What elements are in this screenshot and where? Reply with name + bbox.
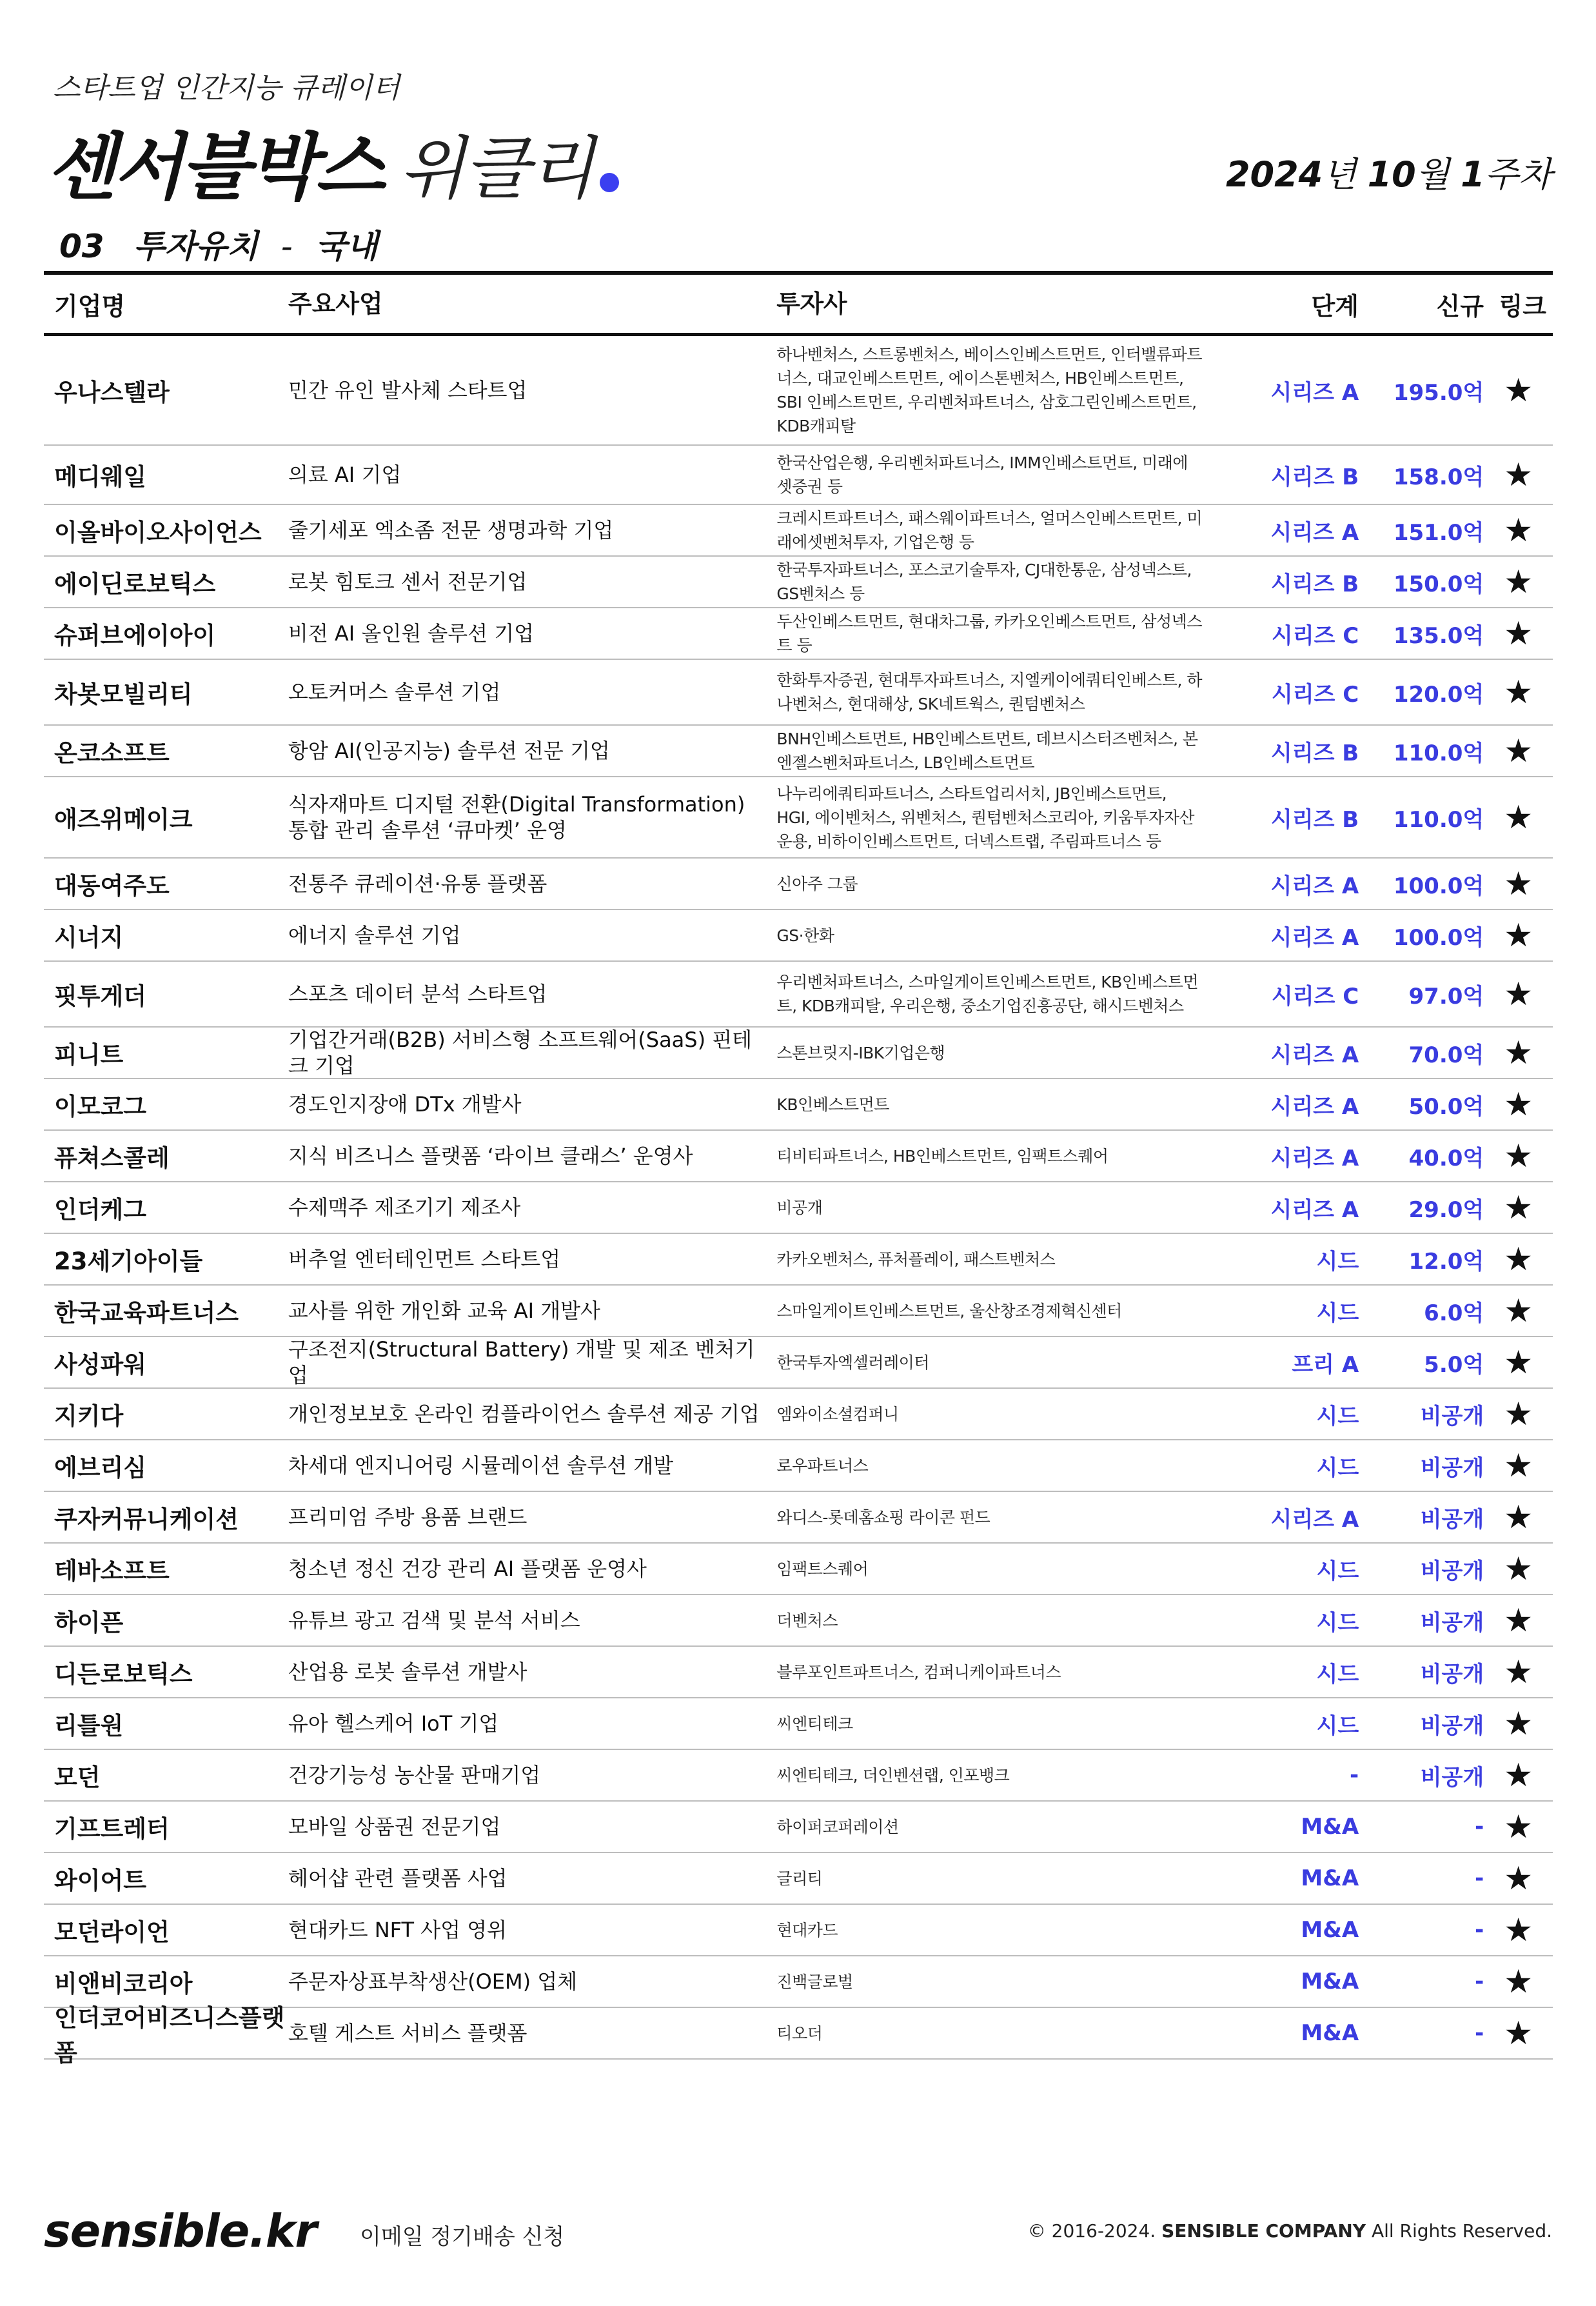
star-link-icon[interactable]: ★ [1504,1034,1533,1071]
stage-label: 시드 [1316,1455,1359,1481]
company-name: 애즈위메이크 [54,806,193,833]
star-link-icon[interactable]: ★ [1504,1550,1533,1587]
investor-list: 씨엔티테크, 더인벤션랩, 인포뱅크 [776,1765,1010,1785]
business-description: 교사를 위한 개인화 교육 AI 개발사 [288,1298,600,1323]
company-name: 핏투게더 [54,982,146,1010]
stage-label: M&A [1301,2020,1359,2046]
investor-list: 신아주 그룹 [776,874,858,893]
investor-list: 진백글로벌 [776,1972,853,1991]
table-header [44,271,1553,336]
amount-value: 50.0억 [1408,1093,1484,1120]
investor-list: 임팩트스퀘어 [776,1559,869,1578]
star-link-icon[interactable]: ★ [1504,1498,1533,1536]
company-name: 차봇모빌리티 [54,681,193,708]
business-description: 줄기세포 엑소좀 전문 생명과학 기업 [288,518,614,542]
issue-month-unit: 월 [1415,154,1450,195]
business-description: 비전 AI 올인원 솔루션 기업 [288,621,535,646]
stage-label: 시드 [1316,1661,1359,1687]
company-name: 리틀원 [54,1712,124,1740]
investor-list: 글리티 [776,1869,823,1888]
stage-label: 시드 [1316,1713,1359,1739]
business-description: 현대카드 NFT 사업 영위 [288,1918,507,1942]
company-name: 에이딘로보틱스 [54,570,216,598]
amount-value: - [1475,2020,1484,2046]
table-row [44,1698,1553,1750]
section-title [59,221,378,267]
company-name: 피니트 [54,1041,124,1069]
star-link-icon[interactable]: ★ [1504,1963,1533,2000]
brand-dot-icon [600,173,619,192]
business-description: 차세대 엔지니어링 시뮬레이션 솔루션 개발 [288,1453,674,1478]
star-link-icon[interactable]: ★ [1504,1911,1533,1949]
stage-label: 시드 [1316,1609,1359,1636]
investor-list: 한국투자엑셀러레이터 [776,1353,929,1372]
stage-label: 시리즈 A [1270,519,1359,546]
column-header-company: 기업명 [54,292,126,321]
amount-value: 비공개 [1420,1558,1484,1584]
business-description: 경도인지장애 DTx 개발사 [288,1092,522,1117]
amount-value: 70.0억 [1408,1042,1484,1068]
business-description: 항암 AI(인공지능) 솔루션 전문 기업 [288,739,610,763]
investor-list: 와디스-롯데홈쇼핑 라이콘 펀드 [776,1507,990,1527]
amount-value: 158.0억 [1393,464,1484,490]
company-name: 디든로보틱스 [54,1660,193,1688]
table-row [44,505,1553,557]
company-name: 인더코어비즈니스플랫폼 [54,2004,285,2067]
business-description: 기업간거래(B2B) 서비스형 소프트웨어(SaaS) 핀테크 기업 [288,1028,753,1078]
amount-value: - [1475,1865,1484,1891]
column-header-stage: 단계 [1311,292,1359,321]
business-description: 구조전지(Structural Battery) 개발 및 제조 벤처기업 [288,1337,755,1387]
section-name: 투자유치 [133,228,259,265]
column-header-business: 주요사업 [288,290,383,318]
investor-list: KB인베스트먼트 [776,1095,889,1114]
issue-week: 1 [1461,154,1485,195]
table-row [44,1389,1553,1440]
investor-list: GS·한화 [776,926,834,945]
company-name: 테바소프트 [54,1557,170,1585]
table-row [44,859,1553,910]
investor-list: 티비티파트너스, HB인베스트먼트, 임팩트스퀘어 [776,1146,1108,1166]
section-subtitle: 국내 [315,228,378,265]
star-link-icon[interactable]: ★ [1504,1395,1533,1433]
company-name: 퓨쳐스콜레 [54,1144,170,1172]
business-description: 개인정보보호 온라인 컴플라이언스 솔루션 제공 기업 [288,1402,760,1426]
investment-table [44,271,1553,2067]
amount-value: 비공개 [1420,1661,1484,1687]
star-link-icon[interactable]: ★ [1504,865,1533,902]
company-name: 대동여주도 [54,872,170,900]
business-description: 모바일 상품권 전문기업 [288,1814,501,1839]
table-row [44,1905,1553,1956]
table-row [44,1234,1553,1286]
column-header-investors: 투자사 [776,289,847,318]
table-row [44,1853,1553,1905]
business-description: 수제맥주 제조기기 제조사 [288,1195,521,1220]
investor-list: 스마일게이트인베스트먼트, 울산창조경제혁신센터 [776,1301,1122,1320]
company-name: 23세기아이들 [54,1247,203,1275]
amount-value: 6.0억 [1424,1300,1484,1326]
subscribe-link[interactable]: 이메일 정기배송 신청 [360,2224,565,2250]
company-name: 한국교육파트너스 [54,1299,239,1327]
amount-value: - [1475,1969,1484,1994]
column-header-amount: 신규 [1436,292,1484,321]
stage-label: 시드 [1316,1403,1359,1429]
amount-value: 비공개 [1420,1506,1484,1533]
tagline: 스타트업 인간지능 큐레이터 [53,72,400,104]
company-name: 모던 [54,1764,101,1791]
stage-label: 시리즈 A [1270,873,1359,899]
business-description: 로봇 힘토크 센서 전문기업 [288,570,527,594]
business-description: 유아 헬스케어 IoT 기업 [288,1711,499,1736]
amount-value: 100.0억 [1393,873,1484,899]
business-description: 스포츠 데이터 분석 스타트업 [288,982,547,1006]
copyright-suffix: All Rights Reserved. [1371,2220,1552,2241]
star-link-icon[interactable]: ★ [1504,1705,1533,1742]
business-description: 유튜브 광고 검색 및 분석 서비스 [288,1608,580,1633]
table-row [44,1595,1553,1647]
star-link-icon[interactable]: ★ [1504,2014,1533,2052]
amount-value: 비공개 [1420,1455,1484,1481]
star-link-icon[interactable]: ★ [1504,799,1533,836]
amount-value: 135.0억 [1393,622,1484,649]
table-row [44,1544,1553,1595]
business-description: 청소년 정신 건강 관리 AI 플랫폼 운영사 [288,1556,647,1581]
business-description: 헤어샵 관련 플랫폼 사업 [288,1866,507,1891]
stage-label: 시리즈 A [1270,1506,1359,1533]
table-row [44,1131,1553,1182]
table-row [44,1492,1553,1544]
stage-label: 시드 [1316,1300,1359,1326]
stage-label: 시리즈 B [1270,464,1359,490]
amount-value: 110.0억 [1393,806,1484,833]
stage-label: 시드 [1316,1558,1359,1584]
table-row [44,1286,1553,1337]
stage-label: 시리즈 A [1270,1197,1359,1223]
star-link-icon[interactable]: ★ [1504,917,1533,954]
stage-label: 프리 A [1292,1351,1359,1378]
amount-value: - [1475,1917,1484,1943]
stage-label: M&A [1301,1917,1359,1943]
amount-value: 151.0억 [1393,519,1484,546]
business-description: 지식 비즈니스 플랫폼 ‘라이브 클래스’ 운영사 [288,1144,693,1168]
table-row [44,1750,1553,1802]
table-row [44,608,1553,660]
amount-value: - [1475,1814,1484,1840]
investor-list: 씨엔티테크 [776,1714,853,1733]
amount-value: 비공개 [1420,1609,1484,1636]
company-name: 모던라이언 [54,1918,170,1946]
issue-date [1226,147,1552,197]
table-row [44,446,1553,505]
amount-value: 비공개 [1420,1403,1484,1429]
table-row [44,1440,1553,1492]
table-row [44,1028,1553,1079]
star-link-icon[interactable]: ★ [1504,456,1533,493]
business-description: 민간 유인 발사체 스타트업 [288,378,527,403]
business-description: 전통주 큐레이션·유통 플랫폼 [288,871,547,896]
table-row [44,660,1553,726]
investor-list: 카카오벤처스, 퓨처플레이, 패스트벤처스 [776,1249,1056,1269]
investor-list: 우리벤처파트너스, 스마일게이트인베스트먼트, KB인베스트먼트, KDB캐피탈, 우리은행, 중소기업진흥공단, 해시드벤처스 [776,973,1199,1015]
stage-label: M&A [1301,1814,1359,1840]
company-name: 사성파워 [54,1351,146,1378]
company-name: 쿠자커뮤니케이션 [54,1506,239,1533]
table-row [44,2004,1553,2067]
amount-value: 40.0억 [1408,1145,1484,1171]
company-name: 온코소프트 [54,739,170,767]
stage-label: 시리즈 A [1270,379,1359,406]
investor-list: 하이퍼코퍼레이션 [776,1817,899,1836]
amount-value: 5.0억 [1424,1351,1484,1378]
table-row [44,962,1553,1028]
amount-value: 비공개 [1420,1764,1484,1791]
star-link-icon[interactable]: ★ [1504,372,1533,409]
table-row [44,1647,1553,1698]
table-body [44,336,1553,2067]
investor-list: 스톤브릿지-IBK기업은행 [776,1043,945,1062]
stage-label: 시리즈 A [1270,924,1359,951]
amount-value: 97.0억 [1408,983,1484,1009]
investor-list: 현대카드 [776,1920,838,1940]
investor-list: 한화투자증권, 현대투자파트너스, 지엘케이에쿼티인베스트, 하나벤처스, 현대해상, SK네트웍스, 퀀텀벤처스 [776,671,1203,713]
business-description: 산업용 로봇 솔루션 개발사 [288,1660,527,1684]
stage-label: 시리즈 B [1270,571,1359,597]
investor-list: 더벤처스 [776,1611,838,1630]
brand-title [46,110,619,214]
business-description: 버추얼 엔터테인먼트 스타트업 [288,1247,561,1271]
table-row [44,557,1553,608]
company-name: 하이픈 [54,1609,124,1636]
company-name: 이올바이오사이언스 [54,519,262,546]
table-row [44,910,1553,962]
star-link-icon[interactable]: ★ [1504,1602,1533,1639]
investor-list: 한국투자파트너스, 포스코기술투자, CJ대한통운, 삼성넥스트, GS벤처스 등 [776,561,1192,603]
investor-list: 나누리에쿼티파트너스, 스타트업리서치, JB인베스트먼트, HGI, 에이벤처스, 위벤처스, 퀀텀벤처스코리아, 키움투자자산운용, 비하이인베스트먼트, 더넥스트랩, 주림파트너스 등 [776,784,1194,851]
company-name: 이모코그 [54,1093,146,1120]
amount-value: 29.0억 [1408,1197,1484,1223]
investor-list: 크레시트파트너스, 패스웨이파트너스, 얼머스인베스트먼트, 미래에셋벤처투자, 기업은행 등 [776,509,1203,552]
star-link-icon[interactable]: ★ [1504,563,1533,601]
business-description: 호텔 게스트 서비스 플랫폼 [288,2021,527,2045]
amount-value: 110.0억 [1393,740,1484,766]
star-link-icon[interactable]: ★ [1504,975,1533,1013]
business-description: 건강기능성 농산물 판매기업 [288,1763,541,1787]
stage-label: 시드 [1316,1248,1359,1275]
star-link-icon[interactable]: ★ [1504,1240,1533,1278]
company-name: 슈퍼브에이아이 [54,622,216,650]
star-link-icon[interactable]: ★ [1504,1653,1533,1691]
amount-value: 비공개 [1420,1713,1484,1739]
stage-label: M&A [1301,1969,1359,1994]
business-description: 프리미엄 주방 용품 브랜드 [288,1505,527,1529]
table-row [44,336,1553,446]
issue-year: 2024 [1225,154,1323,195]
amount-value: 195.0억 [1393,379,1484,406]
copyright [1028,2220,1552,2241]
company-name: 와이어트 [54,1867,146,1894]
company-name: 기프트레터 [54,1815,170,1843]
issue-month: 10 [1367,154,1416,195]
table-row [44,777,1553,859]
star-link-icon[interactable]: ★ [1504,1756,1533,1794]
star-link-icon[interactable]: ★ [1504,1137,1533,1175]
business-description: 의료 AI 기업 [288,462,402,487]
stage-label: 시리즈 B [1270,806,1359,833]
section-separator: - [281,228,293,265]
column-header-link: 링크 [1499,292,1546,321]
business-description: 식자재마트 디지털 전환(Digital Transformation) 통합 관리 솔루션 ‘큐마켓’ 운영 [288,792,745,842]
investor-list: 하나벤처스, 스트롱벤처스, 베이스인베스트먼트, 인터밸류파트너스, 대교인베스트먼트, 에이스톤벤처스, HB인베스트먼트, SBI 인베스트먼트, 우리벤처파트너스, 삼호그린인베스트먼트, KDB캐피탈 [776,345,1203,435]
business-description: 에너지 솔루션 기업 [288,923,461,948]
company-name: 시너지 [54,924,124,951]
star-link-icon[interactable]: ★ [1504,1292,1533,1329]
amount-value: 12.0억 [1408,1248,1484,1275]
investor-list: 엠와이소셜컴퍼니 [776,1404,899,1424]
star-link-icon[interactable]: ★ [1504,1086,1533,1123]
brand-weekly: 위클리 [399,129,594,208]
table-row [44,1337,1553,1389]
table-row [44,1802,1553,1853]
company-name: 지키다 [54,1402,124,1430]
table-row [44,1079,1553,1131]
stage-label: 시리즈 A [1270,1042,1359,1068]
star-link-icon[interactable]: ★ [1504,1447,1533,1484]
stage-label: 시리즈 C [1271,983,1359,1009]
company-name: 인더케그 [54,1196,146,1224]
issue-year-unit: 년 [1323,154,1357,195]
table-row [44,1182,1553,1234]
amount-value: 100.0억 [1393,924,1484,951]
company-name: 비앤비코리아 [54,1970,193,1998]
investor-list: 두산인베스트먼트, 현대차그룹, 카카오인베스트먼트, 삼성넥스트 등 [776,612,1203,655]
investor-list: 블루포인트파트너스, 컴퍼니케이파트너스 [776,1662,1061,1682]
star-link-icon[interactable]: ★ [1504,673,1533,711]
copyright-prefix: © 2016-2024. [1027,2220,1156,2241]
star-link-icon[interactable]: ★ [1504,512,1533,549]
business-description: 주문자상표부착생산(OEM) 업체 [288,1969,578,1994]
star-link-icon[interactable]: ★ [1504,615,1533,652]
star-link-icon[interactable]: ★ [1504,732,1533,770]
brand-name: 센서블박스 [46,126,382,210]
stage-label: 시리즈 B [1270,740,1359,766]
footer-logo[interactable]: sensible.kr [44,2205,317,2258]
stage-label: 시리즈 C [1271,681,1359,708]
investor-list: 비공개 [776,1198,823,1217]
copyright-company: SENSIBLE COMPANY [1161,2220,1366,2241]
section-number: 03 [59,228,104,265]
investor-list: 한국산업은행, 우리벤처파트너스, IMM인베스트먼트, 미래에셋증권 등 [776,453,1188,496]
company-name: 우나스텔라 [54,379,170,406]
star-link-icon[interactable]: ★ [1504,1808,1533,1845]
amount-value: 120.0억 [1393,681,1484,708]
stage-label: 시리즈 A [1270,1145,1359,1171]
stage-label: 시리즈 A [1270,1093,1359,1120]
star-link-icon[interactable]: ★ [1504,1189,1533,1226]
amount-value: 150.0억 [1393,571,1484,597]
star-link-icon[interactable]: ★ [1504,1344,1533,1381]
investor-list: 로우파트너스 [776,1456,869,1475]
star-link-icon[interactable]: ★ [1504,1860,1533,1897]
table-row [44,726,1553,777]
business-description: 오토커머스 솔루션 기업 [288,680,501,704]
investor-list: BNH인베스트먼트, HB인베스트먼트, 데브시스터즈벤처스, 본엔젤스벤처파트너스, LB인베스트먼트 [776,730,1198,772]
issue-week-unit: 주차 [1484,154,1552,195]
stage-label: - [1350,1762,1359,1788]
stage-label: 시리즈 C [1271,622,1359,649]
investor-list: 티오더 [776,2023,823,2043]
stage-label: M&A [1301,1865,1359,1891]
company-name: 에브리심 [54,1454,146,1482]
company-name: 메디웨일 [54,463,146,491]
